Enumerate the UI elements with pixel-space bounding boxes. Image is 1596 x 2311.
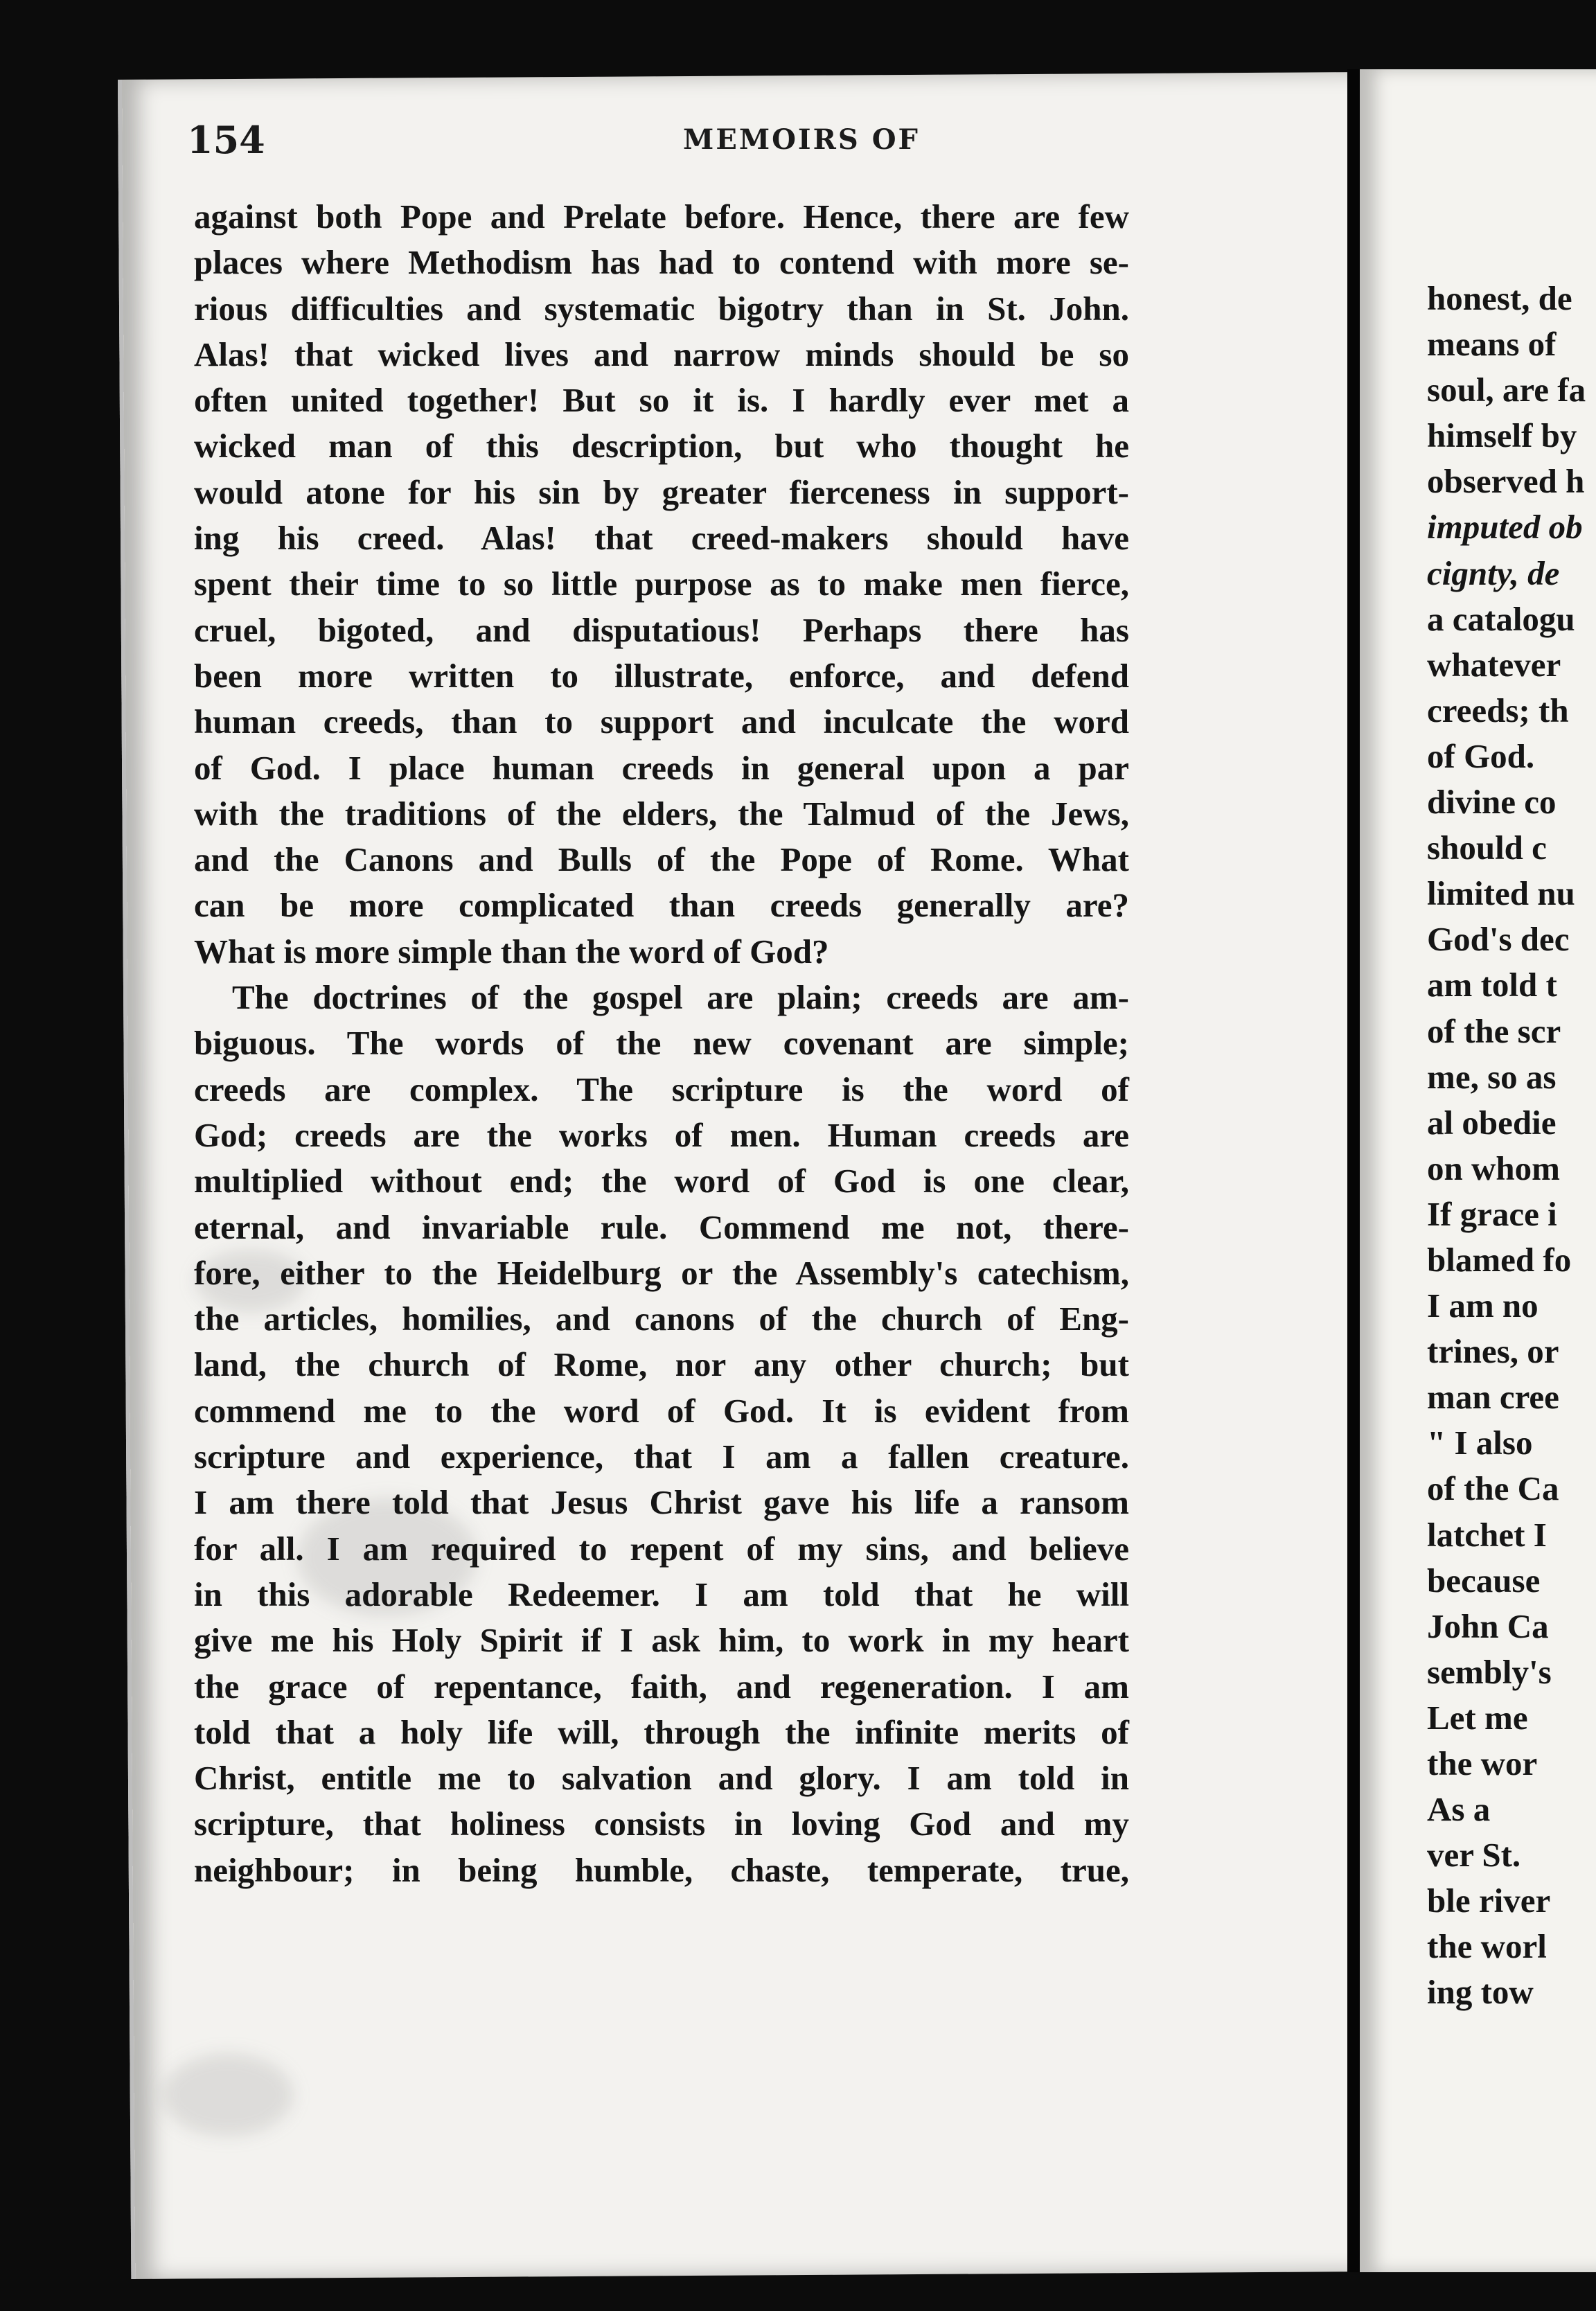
text-line: God's dec (1427, 920, 1570, 959)
text-line: I am there told that Jesus Christ gave his life a ransom (194, 1483, 1129, 1522)
text-line: and the Canons and Bulls of the Pope of Rome. What (194, 840, 1129, 879)
text-line: latchet I (1427, 1515, 1547, 1554)
text-line: I am no (1427, 1286, 1539, 1325)
page-header (187, 118, 1416, 180)
text-line: soul, are fa (1427, 371, 1586, 409)
text-line: blamed fo (1427, 1240, 1572, 1279)
text-line: trines, or (1427, 1332, 1559, 1371)
text-line: can be more complicated than creeds generally are? (194, 886, 1129, 925)
text-line: ing tow (1427, 1973, 1534, 2012)
text-line: sembly's (1427, 1652, 1552, 1691)
text-line: What is more simple than the word of God? (194, 932, 829, 971)
text-line: human creeds, than to support and inculcate the word (194, 702, 1129, 741)
text-line: creeds; th (1427, 691, 1569, 729)
text-line: the articles, homilies, and canons of the church of Eng- (194, 1300, 1129, 1338)
text-line: cignty, de (1427, 554, 1560, 592)
text-line: me, so as (1427, 1057, 1557, 1096)
text-line: told that a holy life will, through the infinite merits of (194, 1712, 1129, 1751)
text-line: the grace of repentance, faith, and regeneration. I am (194, 1667, 1129, 1706)
text-line: limited nu (1427, 874, 1575, 913)
text-line: cruel, bigoted, and disputatious! Perhaps there has (194, 610, 1129, 649)
text-line: been more written to illustrate, enforce, and defend (194, 656, 1129, 695)
text-line: honest, de (1427, 279, 1572, 317)
text-line: against both Pope and Prelate before. Hence, there are few (194, 197, 1129, 236)
text-line: would atone for his sin by greater fierceness in support- (194, 472, 1129, 511)
running-head: MEMOIRS OF (683, 123, 920, 156)
text-line: the wor (1427, 1744, 1538, 1782)
text-line: himself by (1427, 416, 1577, 455)
text-line: neighbour; in being humble, chaste, temperate, true, (194, 1850, 1129, 1889)
page-number: 154 (187, 118, 265, 162)
text-line: wicked man of this description, but who thought he (194, 427, 1129, 466)
text-line: whatever (1427, 645, 1561, 684)
text-line: biguous. The words of the new covenant are simple; (194, 1024, 1129, 1063)
page-stain (161, 2053, 294, 2137)
text-line: places where Methodism has had to contend with more se- (194, 243, 1129, 282)
text-line: multiplied without end; the word of God is one clear, (194, 1162, 1129, 1201)
text-line: means of (1427, 325, 1557, 364)
text-line: scripture and experience, that I am a fallen creature. (194, 1437, 1129, 1476)
text-line: am told t (1427, 966, 1557, 1004)
text-line: with the traditions of the elders, the Talmud of the Jews, (194, 794, 1129, 833)
left-page-text (194, 194, 1129, 1893)
text-line: give me his Holy Spirit if I ask him, to work in my heart (194, 1621, 1129, 1660)
text-line: Alas! that wicked lives and narrow minds should be so (194, 335, 1129, 373)
text-line: Let me (1427, 1698, 1528, 1737)
text-line: The doctrines of the gospel are plain; creeds are am- (232, 978, 1129, 1017)
text-line: of God. I place human creeds in general upon a par (194, 748, 1129, 787)
text-line: scripture, that holiness consists in loving God and my (194, 1805, 1129, 1843)
text-line: Christ, entitle me to salvation and glory. I am told in (194, 1759, 1129, 1798)
text-line: divine co (1427, 783, 1557, 822)
text-line: God; creeds are the works of men. Human creeds are (194, 1115, 1129, 1154)
text-line: eternal, and invariable rule. Commend me not, there- (194, 1207, 1129, 1246)
text-line: rious difficulties and systematic bigotry than in St. John. (194, 289, 1129, 328)
text-line: John Ca (1427, 1606, 1549, 1645)
text-line: in this adorable Redeemer. I am told that he will (194, 1575, 1129, 1613)
text-line: often united together! But so it is. I hardly ever met a (194, 381, 1129, 420)
right-page-text (1427, 276, 1596, 2016)
text-line: of the Ca (1427, 1469, 1559, 1508)
text-line: man cree (1427, 1378, 1559, 1417)
text-line: " I also (1427, 1424, 1533, 1462)
text-line: should c (1427, 829, 1547, 867)
text-line: of God. (1427, 736, 1535, 775)
text-line: commend me to the word of God. It is evident from (194, 1391, 1129, 1430)
text-line: land, the church of Rome, nor any other church; but (194, 1345, 1129, 1384)
text-line: creeds are complex. The scripture is the word of (194, 1070, 1129, 1108)
text-line: imputed ob (1427, 508, 1583, 547)
text-line: observed h (1427, 462, 1585, 501)
text-line: If grace i (1427, 1194, 1557, 1233)
text-line: ble river (1427, 1881, 1551, 1920)
text-line: on whom (1427, 1149, 1560, 1187)
text-line: As a (1427, 1790, 1491, 1829)
text-line: spent their time to so little purpose as to make men fierce, (194, 565, 1129, 603)
text-line: the worl (1427, 1927, 1547, 1966)
text-line: ing his creed. Alas! that creed-makers should have (194, 519, 1129, 558)
text-line: a catalogu (1427, 599, 1575, 638)
text-line: because (1427, 1561, 1541, 1600)
text-line: ver St. (1427, 1836, 1521, 1875)
text-line: al obedie (1427, 1103, 1557, 1142)
text-line: fore, either to the Heidelburg or the Assembly's catechism, (194, 1253, 1129, 1292)
text-line: of the scr (1427, 1011, 1561, 1050)
text-line: for all. I am required to repent of my sins, and believe (194, 1529, 1129, 1568)
